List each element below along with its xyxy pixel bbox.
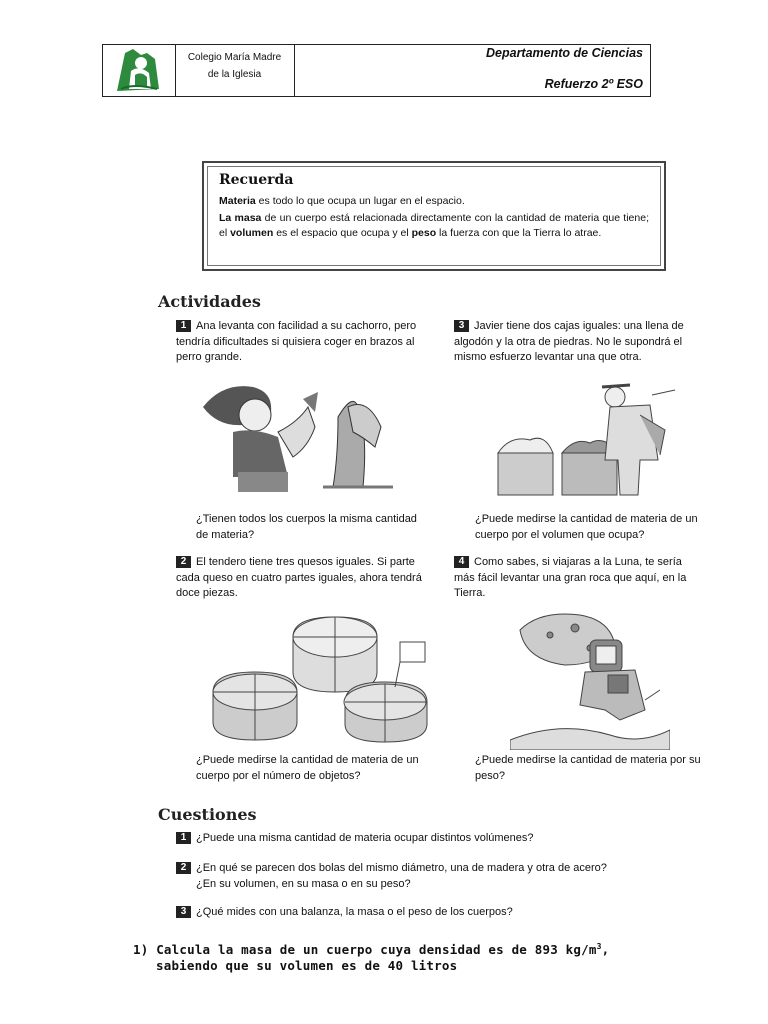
school-logo-icon xyxy=(103,45,175,96)
activity-text: Javier tiene dos cajas iguales: una llena de algodón y la otra de piedras. No le supondrá el mismo esfuerzo levantar una que otra. xyxy=(454,320,684,363)
problem-number: 1) xyxy=(133,942,149,958)
activity-number: 4 xyxy=(454,556,469,568)
cheese-wheels-illustration xyxy=(205,612,445,747)
activity-number: 1 xyxy=(176,320,191,332)
school-name-line2: de la Iglesia xyxy=(207,69,262,80)
activity-1 xyxy=(176,319,426,366)
cuestion-number: 3 xyxy=(176,906,191,918)
cuestion-text: ¿En qué se parecen dos bolas del mismo diámetro, una de madera y otra de acero? xyxy=(196,862,607,874)
problem-1 xyxy=(133,939,693,974)
department-cell xyxy=(295,45,650,96)
cuestion-1 xyxy=(176,831,676,847)
cuestion-text: ¿Puede una misma cantidad de materia ocupar distintos volúmenes? xyxy=(196,832,534,844)
term-materia: Materia xyxy=(219,195,256,207)
problem-text-line1: Calcula la masa de un cuerpo cuya densidad es de 893 kg/m xyxy=(156,942,597,958)
term-volumen: volumen xyxy=(230,227,274,239)
activity-question: ¿Puede medirse la cantidad de materia de un cuerpo por el volumen que ocupa? xyxy=(475,513,698,541)
term-masa: La masa xyxy=(219,212,262,224)
activity-question: ¿Puede medirse la cantidad de materia de un cuerpo por el número de objetos? xyxy=(196,754,419,782)
activity-4 xyxy=(454,555,704,602)
problem-text-line2: sabiendo que su volumen es de 40 litros xyxy=(156,958,458,974)
cuestion-text: ¿Qué mides con una balanza, la masa o el peso de los cuerpos? xyxy=(196,906,513,918)
cuestion-3 xyxy=(176,905,676,921)
problem-line1-end: , xyxy=(601,942,610,958)
activity-number: 3 xyxy=(454,320,469,332)
cuestion-text-line2: ¿En su volumen, en su masa o en su peso? xyxy=(196,877,411,890)
activity-text: El tendero tiene tres quesos iguales. Si parte cada queso en cuatro partes iguales, ahora tendrá doce piezas. xyxy=(176,556,422,599)
materia-definition: es todo lo que ocupa un lugar en el espacio. xyxy=(255,195,465,207)
header-table xyxy=(102,44,651,97)
school-logo xyxy=(103,45,176,96)
cuestiones-title: Cuestiones xyxy=(158,805,257,824)
activity-text: Ana levanta con facilidad a su cachorro, pero tendría dificultades si quisiera coger en brazos al perro grande. xyxy=(176,320,417,363)
school-name xyxy=(175,45,295,96)
activity-text: Como sabes, si viajaras a la Luna, te sería más fácil levantar una gran roca que aquí, en la Tierra. xyxy=(454,556,687,599)
peso-definition: la fuerza con que la Tierra lo atrae. xyxy=(436,227,602,239)
cuestion-number: 2 xyxy=(176,862,191,874)
course-name: Refuerzo 2º ESO xyxy=(544,77,643,91)
activity-3 xyxy=(454,319,704,366)
cuestion-2 xyxy=(176,861,676,892)
activity-2 xyxy=(176,555,426,602)
recuerda-title: Recuerda xyxy=(219,172,294,188)
volumen-definition: es el espacio que ocupa y el xyxy=(273,227,412,239)
problem-superscript: 3 xyxy=(596,942,602,951)
activity-question: ¿Puede medirse la cantidad de materia por su peso? xyxy=(475,754,701,782)
cuestion-number: 1 xyxy=(176,832,191,844)
masa-definition: de un cuerpo está relacionada directamente con la cantidad de materia que tiene; el xyxy=(219,212,649,239)
actividades-title: Actividades xyxy=(158,292,261,311)
recuerda-box xyxy=(202,161,666,271)
department-name: Departamento de Ciencias xyxy=(486,46,643,60)
activity-number: 2 xyxy=(176,556,191,568)
school-name-line1: Colegio María Madre xyxy=(187,52,282,63)
activity-question: ¿Tienen todos los cuerpos la misma cantidad de materia? xyxy=(196,513,417,541)
astronaut-moon-rock-illustration xyxy=(510,610,670,750)
recuerda-text xyxy=(219,194,649,243)
boxes-and-boy-illustration xyxy=(490,375,695,500)
girl-with-dogs-illustration xyxy=(193,377,393,502)
term-peso: peso xyxy=(411,227,437,239)
